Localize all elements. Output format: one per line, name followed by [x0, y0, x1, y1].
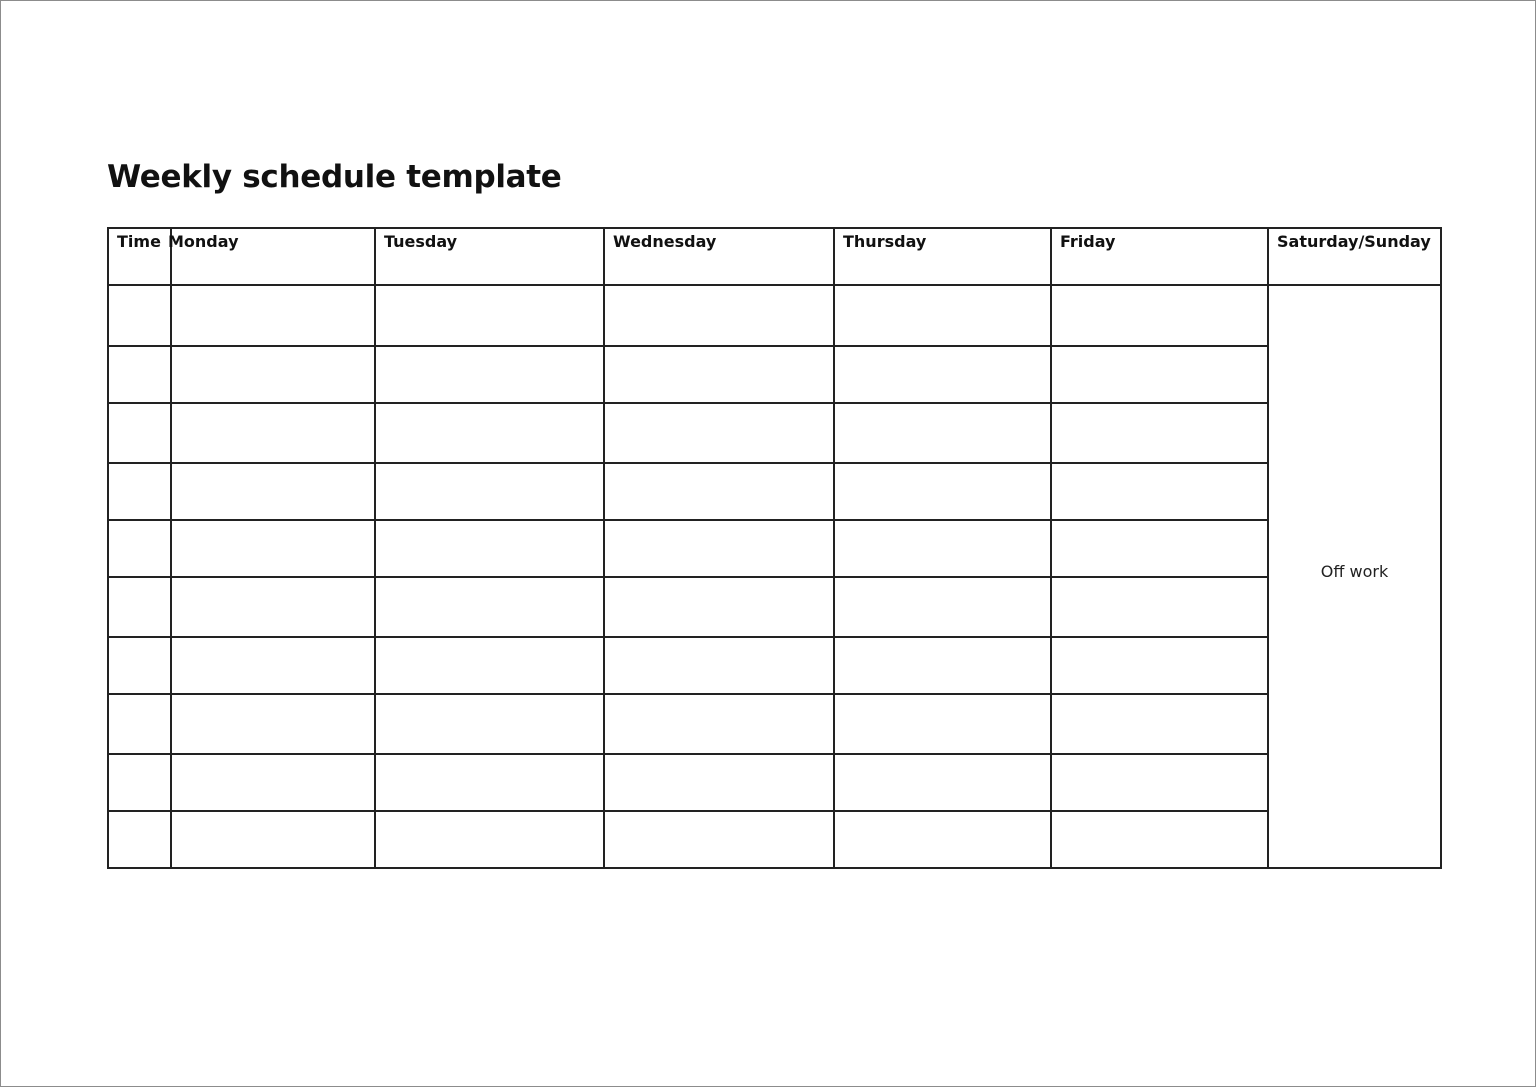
cell-thursday[interactable]: [834, 694, 1051, 754]
schedule-row: [108, 811, 1441, 868]
cell-friday[interactable]: [1051, 577, 1268, 637]
cell-time[interactable]: [108, 403, 171, 463]
cell-wednesday[interactable]: [604, 463, 834, 520]
header-row: [108, 228, 1441, 285]
schedule-body: [108, 285, 1441, 868]
cell-thursday[interactable]: [834, 285, 1051, 346]
weekend-off-work-cell: Off work: [1268, 285, 1441, 868]
cell-thursday[interactable]: [834, 520, 1051, 577]
cell-tuesday[interactable]: [375, 463, 604, 520]
cell-thursday[interactable]: [834, 346, 1051, 403]
cell-monday[interactable]: [171, 577, 375, 637]
cell-tuesday[interactable]: [375, 520, 604, 577]
cell-friday[interactable]: [1051, 463, 1268, 520]
cell-tuesday[interactable]: [375, 754, 604, 811]
cell-thursday[interactable]: [834, 577, 1051, 637]
cell-tuesday[interactable]: [375, 346, 604, 403]
cell-monday[interactable]: [171, 637, 375, 694]
header-weekend: Saturday/Sunday: [1268, 228, 1441, 285]
schedule-row: [108, 285, 1441, 346]
cell-time[interactable]: [108, 754, 171, 811]
schedule-row: [108, 637, 1441, 694]
cell-tuesday[interactable]: [375, 694, 604, 754]
cell-wednesday[interactable]: [604, 346, 834, 403]
cell-wednesday[interactable]: [604, 520, 834, 577]
header-wednesday: Wednesday: [604, 228, 834, 285]
cell-wednesday[interactable]: [604, 285, 834, 346]
cell-monday[interactable]: [171, 520, 375, 577]
cell-thursday[interactable]: [834, 754, 1051, 811]
schedule-row: [108, 346, 1441, 403]
cell-wednesday[interactable]: [604, 694, 834, 754]
cell-tuesday[interactable]: [375, 577, 604, 637]
cell-monday[interactable]: [171, 694, 375, 754]
cell-monday[interactable]: [171, 754, 375, 811]
header-monday-label: Monday: [168, 232, 239, 251]
cell-thursday[interactable]: [834, 463, 1051, 520]
header-thursday: Thursday: [834, 228, 1051, 285]
cell-monday[interactable]: [171, 285, 375, 346]
schedule-row: [108, 577, 1441, 637]
page-title: Weekly schedule template: [107, 159, 562, 195]
cell-wednesday[interactable]: [604, 637, 834, 694]
cell-friday[interactable]: [1051, 403, 1268, 463]
cell-time[interactable]: [108, 463, 171, 520]
cell-wednesday[interactable]: [604, 754, 834, 811]
cell-tuesday[interactable]: [375, 811, 604, 868]
weekly-schedule-table: [107, 227, 1442, 869]
schedule-row: [108, 403, 1441, 463]
cell-thursday[interactable]: [834, 403, 1051, 463]
cell-friday[interactable]: [1051, 520, 1268, 577]
cell-friday[interactable]: [1051, 346, 1268, 403]
cell-monday[interactable]: [171, 403, 375, 463]
cell-monday[interactable]: [171, 463, 375, 520]
cell-tuesday[interactable]: [375, 403, 604, 463]
cell-thursday[interactable]: [834, 811, 1051, 868]
cell-friday[interactable]: [1051, 285, 1268, 346]
schedule-row: [108, 463, 1441, 520]
cell-time[interactable]: [108, 577, 171, 637]
cell-monday[interactable]: [171, 811, 375, 868]
cell-time[interactable]: [108, 811, 171, 868]
cell-friday[interactable]: [1051, 811, 1268, 868]
cell-monday[interactable]: [171, 346, 375, 403]
cell-friday[interactable]: [1051, 694, 1268, 754]
cell-wednesday[interactable]: [604, 403, 834, 463]
cell-time[interactable]: [108, 520, 171, 577]
cell-time[interactable]: [108, 694, 171, 754]
schedule-row: [108, 694, 1441, 754]
schedule-row: [108, 520, 1441, 577]
cell-tuesday[interactable]: [375, 285, 604, 346]
header-tuesday: Tuesday: [375, 228, 604, 285]
cell-wednesday[interactable]: [604, 577, 834, 637]
header-time: Time: [108, 228, 171, 285]
cell-wednesday[interactable]: [604, 811, 834, 868]
cell-thursday[interactable]: [834, 637, 1051, 694]
cell-friday[interactable]: [1051, 754, 1268, 811]
cell-time[interactable]: [108, 637, 171, 694]
cell-tuesday[interactable]: [375, 637, 604, 694]
header-friday: Friday: [1051, 228, 1268, 285]
schedule-row: [108, 754, 1441, 811]
cell-time[interactable]: [108, 346, 171, 403]
cell-time[interactable]: [108, 285, 171, 346]
header-monday: [168, 228, 375, 285]
cell-friday[interactable]: [1051, 637, 1268, 694]
